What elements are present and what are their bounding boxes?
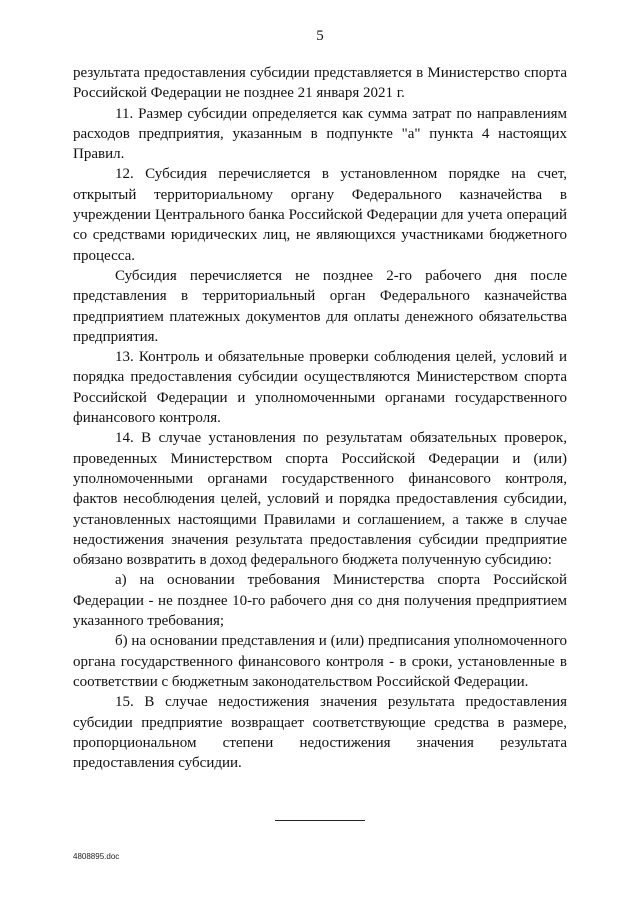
paragraph-item-14-b: б) на основании представления и (или) предписания уполномоченного органа государственного финансового контроля - в сроки, установленные в соответствии с бюджетным законодательством Российской Федерации. <box>73 633 567 690</box>
paragraph-item-14: 14. В случае установления по результатам обязательных проверок, проведенных Министерством спорта Российской Федерации и (или) уполномоченными органами государственного финансового контроля, фактов несоблюдения целей, условий и порядка предоставления субсидии, установленных настоящими Правилами и соглашением, а также в случае недостижения значения результата предоставления субсидии предприятие обязано возвратить в доход федерального бюджета полученную субсидию: <box>73 430 567 569</box>
paragraph-continuation: результата предоставления субсидии представляется в Министерство спорта Российской Федерации не позднее 21 января 2021 г. <box>73 65 567 102</box>
document-body <box>73 63 567 773</box>
paragraph-item-11: 11. Размер субсидии определяется как сумма затрат по направлениям расходов предприятия, указанным в подпункте "а" пункта 4 настоящих Правил. <box>73 105 567 163</box>
paragraph-item-12: 12. Субсидия перечисляется в установленном порядке на счет, открытый территориальному органу Федерального казначейства в учреждении Центрального банка Российской Федерации для учета операций со средствами юридических лиц, не являющихся участниками бюджетного процесса. <box>73 166 567 264</box>
paragraph-item-15: 15. В случае недостижения значения результата предоставления субсидии предприятие возвращает соответствующие средства в размере, пропорциональном степени недостижения значения результата предоставления субсидии. <box>73 694 567 772</box>
paragraph-item-14-a: а) на основании требования Министерства спорта Российской Федерации - не позднее 10-го рабочего дня со дня получения предприятием указанного требования; <box>73 572 567 630</box>
page-number: 5 <box>316 28 324 44</box>
end-separator-line <box>275 820 365 821</box>
paragraph-item-13: 13. Контроль и обязательные проверки соблюдения целей, условий и порядка предоставления субсидии осуществляются Министерством спорта Российской Федерации и уполномоченными органами государственного финансового контроля. <box>73 349 567 427</box>
document-file-id: 4808895.doc <box>73 852 120 861</box>
paragraph-item-12-transfer-deadline: Субсидия перечисляется не позднее 2-го рабочего дня после представления в территориальный орган Федерального казначейства предприятием платежных документов для оплаты денежного обязательства предприятия. <box>73 267 567 345</box>
